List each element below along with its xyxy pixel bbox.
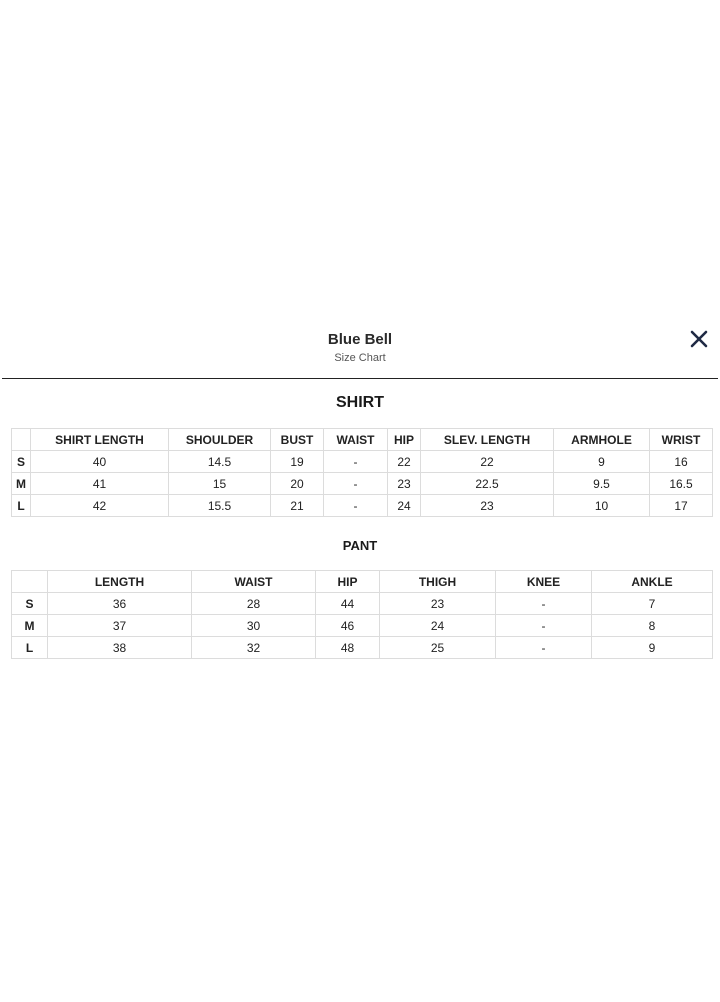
- table-cell: -: [496, 615, 592, 637]
- table-cell: -: [324, 451, 388, 473]
- table-cell: 36: [48, 593, 192, 615]
- shirt-column-header: BUST: [271, 429, 324, 451]
- table-cell: 40: [31, 451, 169, 473]
- shirt-column-header: SHOULDER: [169, 429, 271, 451]
- shirt-column-header: ARMHOLE: [554, 429, 650, 451]
- shirt-column-header: SHIRT LENGTH: [31, 429, 169, 451]
- table-cell: 46: [316, 615, 380, 637]
- table-cell: 22: [421, 451, 554, 473]
- product-title: Blue Bell: [327, 331, 393, 348]
- table-cell: 24: [380, 615, 496, 637]
- table-cell: 9: [554, 451, 650, 473]
- table-cell: -: [496, 593, 592, 615]
- table-cell: 37: [48, 615, 192, 637]
- table-cell: 19: [271, 451, 324, 473]
- shirt-table-body: [12, 451, 713, 517]
- size-chart-subtitle: Size Chart: [334, 352, 386, 364]
- shirt-column-header: [12, 429, 31, 451]
- shirt-column-header: WAIST: [324, 429, 388, 451]
- table-cell: 48: [316, 637, 380, 659]
- pant-section-title: PANT: [342, 538, 378, 553]
- table-cell: -: [324, 473, 388, 495]
- table-cell: 8: [592, 615, 713, 637]
- shirt-section-title: SHIRT: [336, 394, 384, 411]
- shirt-column-header: SLEV. LENGTH: [421, 429, 554, 451]
- table-cell: 14.5: [169, 451, 271, 473]
- table-cell: 16: [650, 451, 713, 473]
- table-cell: 17: [650, 495, 713, 517]
- pant-column-header: LENGTH: [48, 571, 192, 593]
- table-cell: 16.5: [650, 473, 713, 495]
- size-label: S: [12, 593, 48, 615]
- table-cell: 10: [554, 495, 650, 517]
- table-cell: 9.5: [554, 473, 650, 495]
- table-cell: 22.5: [421, 473, 554, 495]
- table-cell: 25: [380, 637, 496, 659]
- table-cell: 7: [592, 593, 713, 615]
- pant-table-body: [12, 593, 713, 659]
- size-chart-header: [0, 328, 720, 378]
- table-cell: 30: [192, 615, 316, 637]
- pant-size-table: [11, 570, 713, 659]
- close-icon: [688, 328, 710, 350]
- table-cell: 24: [388, 495, 421, 517]
- size-label: L: [12, 495, 31, 517]
- table-row: [12, 451, 713, 473]
- shirt-column-header: HIP: [388, 429, 421, 451]
- table-row: [12, 615, 713, 637]
- table-cell: 23: [421, 495, 554, 517]
- table-cell: -: [496, 637, 592, 659]
- size-label: S: [12, 451, 31, 473]
- table-cell: 9: [592, 637, 713, 659]
- table-cell: 42: [31, 495, 169, 517]
- size-label: M: [12, 615, 48, 637]
- table-row: [12, 473, 713, 495]
- shirt-column-header: WRIST: [650, 429, 713, 451]
- pant-column-header: KNEE: [496, 571, 592, 593]
- table-cell: 15: [169, 473, 271, 495]
- shirt-header-row: [12, 429, 713, 451]
- pant-column-header: HIP: [316, 571, 380, 593]
- table-row: [12, 593, 713, 615]
- size-label: M: [12, 473, 31, 495]
- table-cell: -: [324, 495, 388, 517]
- table-cell: 15.5: [169, 495, 271, 517]
- pant-column-header: THIGH: [380, 571, 496, 593]
- table-cell: 44: [316, 593, 380, 615]
- table-cell: 38: [48, 637, 192, 659]
- pant-column-header: ANKLE: [592, 571, 713, 593]
- table-cell: 41: [31, 473, 169, 495]
- table-row: [12, 495, 713, 517]
- pant-column-header: [12, 571, 48, 593]
- table-cell: 23: [380, 593, 496, 615]
- size-label: L: [12, 637, 48, 659]
- header-divider: [2, 378, 718, 379]
- table-cell: 32: [192, 637, 316, 659]
- table-row: [12, 637, 713, 659]
- pant-column-header: WAIST: [192, 571, 316, 593]
- table-cell: 28: [192, 593, 316, 615]
- table-cell: 23: [388, 473, 421, 495]
- pant-header-row: [12, 571, 713, 593]
- shirt-size-table: [11, 428, 713, 517]
- table-cell: 20: [271, 473, 324, 495]
- close-button[interactable]: [688, 328, 710, 350]
- table-cell: 21: [271, 495, 324, 517]
- table-cell: 22: [388, 451, 421, 473]
